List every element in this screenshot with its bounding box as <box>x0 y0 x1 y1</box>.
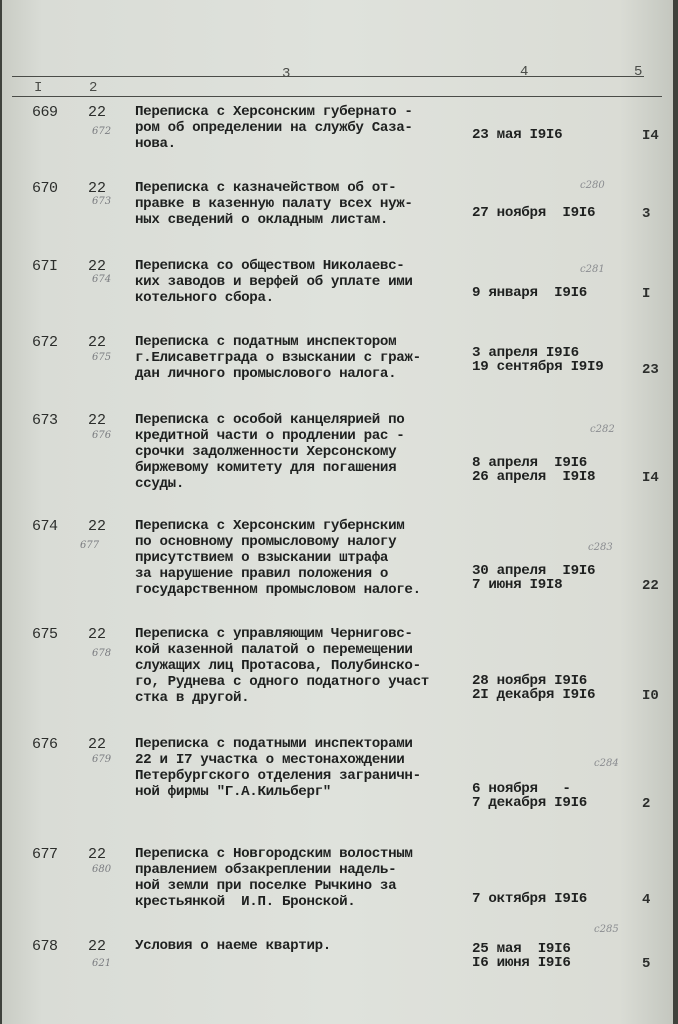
entry-sheet-count: 3 <box>642 206 651 222</box>
entry-description: Переписка с Херсонским губернским по основному промысловому налогу присутствием о взыскании штрафа за нарушение правил положения о государственном промысловом налоге. <box>135 518 421 598</box>
entry-number: 67I <box>32 258 58 275</box>
entry-description: Условия о наеме квартир. <box>135 938 331 954</box>
entry-volume: 22 <box>88 626 107 643</box>
entry-dates: 7 октября I9I6 <box>472 891 587 907</box>
entry-volume: 22 <box>88 104 107 121</box>
entry-description: Переписка с Новгородским волостным правлением обзакреплении надель- ной земли при поселке Рычкино за крестьянкой И.П. Бронской. <box>135 846 413 910</box>
column-header-4: 4 <box>520 64 529 80</box>
handwritten-folio: 675 <box>92 352 112 363</box>
handwritten-page-number: c281 <box>580 264 605 275</box>
handwritten-folio: 678 <box>92 648 112 659</box>
entry-number: 678 <box>32 938 58 955</box>
entry-volume: 22 <box>88 938 107 955</box>
entry-description: Переписка с особой канцелярией по кредитной части о продлении рас - срочки задолженности Херсонскому биржевому комитету для погашения ссуды. <box>135 412 405 492</box>
entry-number: 673 <box>32 412 58 429</box>
header-top-rule <box>12 76 644 77</box>
entry-dates: 30 апреля I9I6 7 июня I9I8 <box>472 563 596 593</box>
entry-description: Переписка со обществом Николаевс- ких заводов и верфей об уплате ими котельного сбора. <box>135 258 413 306</box>
entry-description: Переписка с казначейством об от- правке в казенную палату всех нуж- ных сведений о окладным листам. <box>135 180 413 228</box>
entry-description: Переписка с податным инспектором г.Елисаветграда о взыскании с граж- дан личного промыслового налога. <box>135 334 421 382</box>
entry-volume: 22 <box>88 736 107 753</box>
handwritten-folio: 673 <box>92 196 112 207</box>
entry-dates: 3 апреля I9I6 19 сентября I9I9 <box>472 345 604 375</box>
handwritten-folio: 679 <box>92 754 112 765</box>
entry-sheet-count: 23 <box>642 362 659 378</box>
entry-dates: 23 мая I9I6 <box>472 127 563 143</box>
entry-dates: 28 ноября I9I6 2I декабря I9I6 <box>472 673 596 703</box>
entry-number: 669 <box>32 104 58 121</box>
entry-number: 676 <box>32 736 58 753</box>
handwritten-page-number: c284 <box>594 758 619 769</box>
entry-volume: 22 <box>88 258 107 275</box>
entry-number: 677 <box>32 846 58 863</box>
entry-dates: 6 ноября - 7 декабря I9I6 <box>472 781 587 811</box>
handwritten-page-number: c282 <box>590 424 615 435</box>
entry-sheet-count: 4 <box>642 892 651 908</box>
entry-dates: 27 ноября I9I6 <box>472 205 596 221</box>
entry-sheet-count: I4 <box>642 128 659 144</box>
entry-sheet-count: I0 <box>642 688 659 704</box>
handwritten-page-number: c285 <box>594 924 619 935</box>
handwritten-folio: 674 <box>92 274 112 285</box>
header-bottom-rule <box>12 96 662 97</box>
entry-dates: 25 мая I9I6 I6 июня I9I6 <box>472 941 571 971</box>
entry-description: Переписка с управляющим Черниговс- кой казенной палатой о перемещении служащих лиц Протасова, Полубинско- го, Руднева с одного податного участ стка в другой. <box>135 626 429 706</box>
entry-description: Переписка с податными инспекторами 22 и I7 участка о местонахождении Петербургского отделения заграничн- ной фирмы "Г.А.Кильберг" <box>135 736 421 800</box>
handwritten-folio: 680 <box>92 864 112 875</box>
archive-inventory-page <box>2 0 673 1024</box>
handwritten-folio: 677 <box>80 540 100 551</box>
entry-sheet-count: I <box>642 286 651 302</box>
entry-sheet-count: I4 <box>642 470 659 486</box>
entry-volume: 22 <box>88 518 107 535</box>
entry-volume: 22 <box>88 846 107 863</box>
entry-dates: 9 января I9I6 <box>472 285 587 301</box>
column-header-2: 2 <box>89 80 98 96</box>
entry-number: 674 <box>32 518 58 535</box>
handwritten-page-number: c283 <box>588 542 613 553</box>
handwritten-folio: 672 <box>92 126 112 137</box>
entry-sheet-count: 22 <box>642 578 659 594</box>
column-header-3: 3 <box>282 66 291 82</box>
entry-number: 672 <box>32 334 58 351</box>
entry-volume: 22 <box>88 334 107 351</box>
handwritten-folio: 676 <box>92 430 112 441</box>
entry-volume: 22 <box>88 180 107 197</box>
entry-number: 670 <box>32 180 58 197</box>
column-header-5: 5 <box>634 64 643 80</box>
column-header-1: I <box>34 80 43 96</box>
entry-volume: 22 <box>88 412 107 429</box>
entry-sheet-count: 5 <box>642 956 651 972</box>
entry-number: 675 <box>32 626 58 643</box>
handwritten-page-number: c280 <box>580 180 605 191</box>
entry-dates: 8 апреля I9I6 26 апреля I9I8 <box>472 455 596 485</box>
entry-description: Переписка с Херсонским губернато - ром об определении на службу Саза- нова. <box>135 104 413 152</box>
entry-sheet-count: 2 <box>642 796 651 812</box>
handwritten-folio: 621 <box>92 958 112 969</box>
